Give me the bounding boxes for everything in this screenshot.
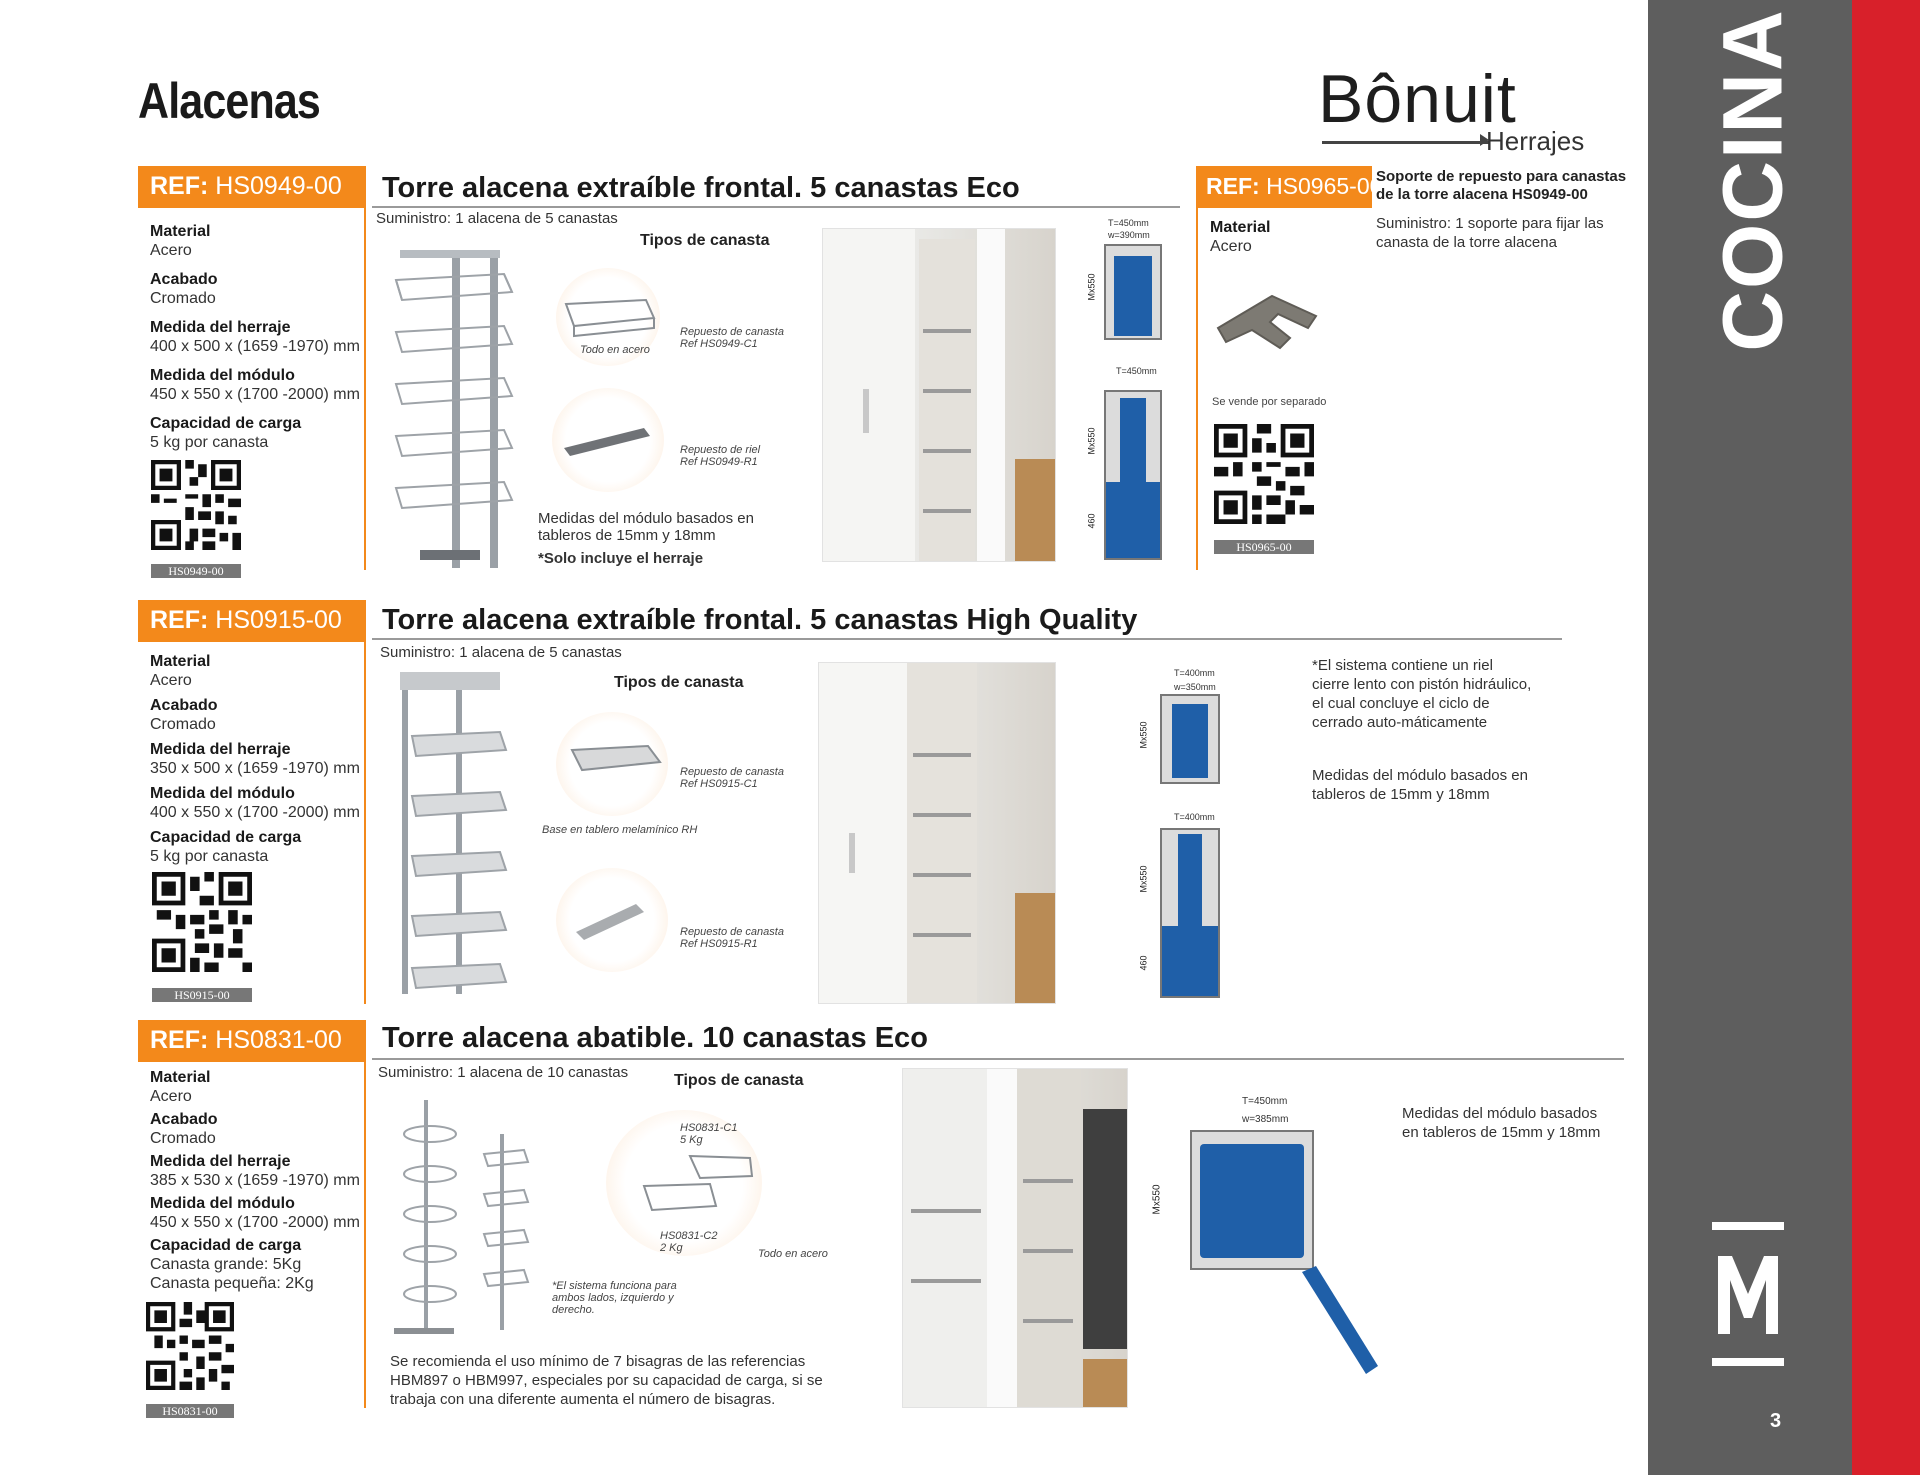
title-rule [372, 1058, 1624, 1060]
product-title: Soporte de repuesto para canastas de la torre alacena HS0949-00 [1376, 168, 1627, 203]
qr-caption: HS0915-00 [152, 988, 252, 1002]
system-caption: *El sistema funciona para ambos lados, izquierdo y derecho. [552, 1280, 677, 1316]
dim-label: w=390mm [1108, 230, 1150, 240]
rail-icon [560, 420, 656, 460]
spec-list [1210, 218, 1270, 266]
basket-ref: HS0831-C1 5 Kg [680, 1122, 738, 1146]
tower-illustration [392, 672, 512, 1002]
product-photo [822, 228, 1056, 562]
basket-types-heading: Tipos de canasta [640, 232, 770, 249]
ref-badge: REF: HS0831-00 [138, 1020, 366, 1062]
module-note: Medidas del módulo basados en tableros de 15mm y 18mm [538, 510, 754, 544]
basket-caption: Todo en acero [580, 344, 650, 356]
divider [364, 642, 366, 1004]
page-number: 3 [1770, 1410, 1782, 1432]
page-title: Alacenas [138, 73, 320, 129]
tower-illustration [392, 244, 522, 576]
supply-text: Suministro: 1 alacena de 5 canastas [380, 644, 622, 661]
divider [1196, 208, 1198, 570]
dim-label: 460 [1086, 513, 1097, 529]
dim-label: Mx550 [1151, 1184, 1163, 1215]
basket-icon [568, 742, 664, 788]
product-title: Torre alacena abatible. 10 canastas Eco [382, 1022, 928, 1054]
product-photo [818, 662, 1056, 1004]
spec-label: Capacidad de carga [150, 415, 302, 432]
qr-caption: HS0831-00 [146, 1404, 234, 1418]
spec-value: 400 x 550 x (1700 -2000) mm [150, 804, 360, 821]
dim-label: 460 [1138, 955, 1149, 971]
dim-label: Mx550 [1086, 273, 1097, 301]
spec-label: Medida del módulo [150, 1195, 295, 1212]
basket-ref: Repuesto de canasta Ref HS0949-C1 [680, 326, 784, 350]
sold-separately: Se vende por separado [1212, 396, 1327, 408]
dim-diagram [1190, 1130, 1314, 1270]
supply-text: Suministro: 1 alacena de 5 canastas [376, 210, 618, 227]
dim-label: T=400mm [1174, 812, 1215, 822]
qr-caption: HS0949-00 [151, 564, 241, 578]
qr-caption: HS0965-00 [1214, 540, 1314, 554]
spec-label: Medida del módulo [150, 785, 295, 802]
divider [364, 1062, 366, 1408]
spec-value: 400 x 500 x (1659 -1970) mm [150, 338, 360, 355]
dim-diagram [1104, 244, 1162, 340]
dim-diagram [1160, 694, 1220, 784]
spec-value: 450 x 550 x (1700 -2000) mm [150, 1214, 360, 1231]
product-title: Torre alacena extraíble frontal. 5 canastas Eco [382, 172, 1020, 204]
title-rule [372, 638, 1562, 640]
qr-code[interactable] [152, 872, 252, 972]
qr-code[interactable] [1214, 424, 1314, 524]
spec-label: Capacidad de carga [150, 829, 302, 846]
spec-label: Capacidad de carga [150, 1237, 302, 1254]
dim-label: w=350mm [1174, 682, 1216, 692]
brand-sub: Herrajes [1486, 126, 1585, 156]
spec-value: Acero [1210, 238, 1252, 255]
basket-ref: Repuesto de canasta Ref HS0915-C1 [680, 766, 784, 790]
qr-code[interactable] [146, 1302, 234, 1390]
system-note: *El sistema contiene un riel cierre lento con pistón hidráulico, el cual concluye el ciclo de cerrado auto-máticamente [1312, 657, 1532, 731]
product-title: Torre alacena extraíble frontal. 5 canastas High Quality [382, 604, 1138, 636]
basket-caption: Base en tablero melamínico RH [542, 824, 698, 836]
spec-value: 385 x 530 x (1659 -1970) mm [150, 1172, 360, 1189]
steel-caption: Todo en acero [758, 1248, 828, 1260]
spec-list [150, 1068, 360, 1303]
ref-badge: REF: HS0949-00 [138, 166, 366, 208]
spec-label: Material [150, 223, 211, 240]
dim-label: Mx550 [1138, 721, 1149, 749]
section-label: COCINA [1705, 8, 1800, 352]
spec-value: Acero [150, 242, 192, 259]
spec-label: Medida del herraje [150, 741, 291, 758]
product-photo [902, 1068, 1128, 1408]
logo-divider [1322, 141, 1490, 144]
supply-text: Suministro: 1 alacena de 10 canastas [378, 1064, 629, 1081]
dim-diagram [1104, 390, 1162, 560]
divider [364, 208, 366, 570]
dim-label: Mx550 [1138, 865, 1149, 893]
supply-text: Suministro: 1 soporte para fijar las canasta de la torre alacena [1376, 215, 1604, 251]
qr-code[interactable] [151, 460, 241, 550]
title-rule [372, 206, 1180, 208]
spec-value: Canasta grande: 5Kg Canasta pequeña: 2Kg [150, 1256, 314, 1292]
spec-label: Medida del módulo [150, 367, 295, 384]
spec-label: Material [150, 1069, 211, 1086]
spec-value: Cromado [150, 290, 216, 307]
spec-value: 350 x 500 x (1659 -1970) mm [150, 760, 360, 777]
hinge-note: Se recomienda el uso mínimo de 7 bisagras de las referencias HBM897 o HBM997, especiales por su capacidad de carga, si se trabaja con una diferente aumenta el número de bisagras. [390, 1353, 823, 1408]
spec-value: 5 kg por canasta [150, 848, 269, 865]
dim-label: T=450mm [1108, 218, 1149, 228]
basket-icon [640, 1148, 760, 1238]
spec-list [150, 222, 360, 462]
dim-label: Mx550 [1086, 427, 1097, 455]
dim-label: w=385mm [1242, 1114, 1289, 1125]
side-red-band [1852, 0, 1920, 1475]
spec-label: Acabado [150, 1111, 218, 1128]
hardware-note: *Solo incluye el herraje [538, 550, 704, 567]
basket-icon [562, 296, 658, 342]
rail-ref: Repuesto de canasta Ref HS0915-R1 [680, 926, 784, 950]
basket-ref: HS0831-C2 2 Kg [660, 1230, 718, 1254]
ref-badge: REF: HS0915-00 [138, 600, 366, 642]
ref-badge: REF: HS0965-00 [1196, 166, 1372, 208]
spec-value: 450 x 550 x (1700 -2000) mm [150, 386, 360, 403]
spec-label: Acabado [150, 271, 218, 288]
spec-value: Cromado [150, 716, 216, 733]
m-logo-icon [1712, 1222, 1784, 1366]
door-swing [1294, 1266, 1384, 1376]
tower-illustration [388, 1094, 536, 1338]
spec-label: Material [150, 653, 211, 670]
rail-icon [572, 898, 652, 942]
spec-label: Acabado [150, 697, 218, 714]
rail-ref: Repuesto de riel Ref HS0949-R1 [680, 444, 761, 468]
basket-types-heading: Tipos de canasta [614, 674, 744, 691]
spec-label: Medida del herraje [150, 319, 291, 336]
spec-value: 5 kg por canasta [150, 434, 269, 451]
module-note: Medidas del módulo basados en tableros de 15mm y 18mm [1402, 1105, 1601, 1141]
basket-types-heading: Tipos de canasta [674, 1072, 804, 1089]
spec-value: Acero [150, 1088, 192, 1105]
spec-list [150, 652, 360, 872]
spec-value: Cromado [150, 1130, 216, 1147]
module-note: Medidas del módulo basados en tableros de 15mm y 18mm [1312, 767, 1528, 803]
bracket-illustration [1212, 292, 1324, 352]
spec-label: Medida del herraje [150, 1153, 291, 1170]
spec-label: Material [1210, 219, 1271, 236]
brand-logo: Bônuit [1318, 61, 1517, 137]
spec-value: Acero [150, 672, 192, 689]
dim-diagram [1160, 828, 1220, 998]
dim-label: T=400mm [1174, 668, 1215, 678]
dim-label: T=450mm [1116, 366, 1157, 376]
dim-label: T=450mm [1242, 1096, 1288, 1107]
